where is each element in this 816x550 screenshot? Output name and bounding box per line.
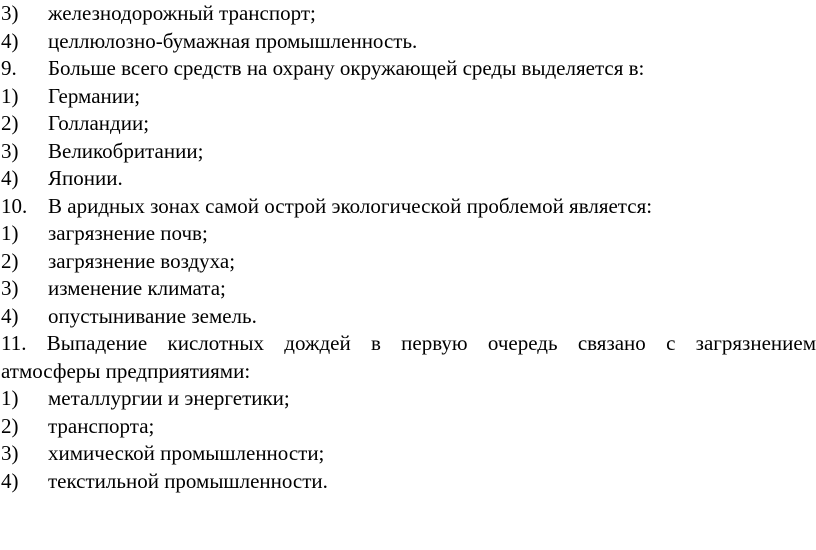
list-item bbox=[0, 275, 816, 303]
list-item bbox=[0, 165, 816, 193]
question-text: В аридных зонах самой острой экологической проблемой является: bbox=[48, 193, 653, 218]
question-number: 11. bbox=[1, 331, 27, 355]
question-text-continuation: атмосферы предприятиями: bbox=[1, 358, 251, 383]
item-text: Голландии; bbox=[48, 111, 150, 135]
list-item bbox=[0, 220, 816, 248]
item-number: 3) bbox=[1, 1, 19, 25]
list-item bbox=[0, 303, 816, 331]
item-text: загрязнение воздуха; bbox=[48, 248, 236, 273]
question-11-continuation bbox=[0, 358, 816, 386]
question-9 bbox=[0, 55, 816, 83]
item-number: 4) bbox=[1, 303, 19, 328]
item-number: 3) bbox=[1, 138, 19, 163]
question-number: 10. bbox=[1, 193, 28, 218]
item-number: 3) bbox=[1, 276, 19, 300]
item-number: 2) bbox=[1, 413, 19, 438]
item-text: текстильной промышленности. bbox=[48, 468, 328, 493]
question-11 bbox=[0, 330, 816, 358]
item-text: Японии. bbox=[48, 166, 123, 190]
item-number: 2) bbox=[1, 111, 19, 135]
item-text: изменение климата; bbox=[48, 276, 226, 300]
item-number: 4) bbox=[1, 166, 19, 190]
question-text: Больше всего средств на охрану окружающей среды выделяется в: bbox=[48, 56, 645, 80]
item-text: транспорта; bbox=[48, 413, 155, 438]
list-item bbox=[0, 0, 816, 28]
list-item bbox=[0, 28, 816, 56]
item-number: 2) bbox=[1, 248, 19, 273]
item-text: металлургии и энергетики; bbox=[48, 386, 290, 410]
item-number: 4) bbox=[1, 468, 19, 493]
item-text: опустынивание земель. bbox=[48, 303, 257, 328]
item-text: целлюлозно-бумажная промышленность. bbox=[48, 28, 418, 53]
question-text: Выпадение кислотных дождей в первую очередь связано с загрязнением bbox=[46, 331, 816, 355]
list-item bbox=[0, 138, 816, 166]
item-number: 3) bbox=[1, 441, 19, 465]
item-text: химической промышленности; bbox=[48, 441, 325, 465]
list-item bbox=[0, 248, 816, 276]
list-item bbox=[0, 83, 816, 111]
list-item bbox=[0, 110, 816, 138]
item-number: 1) bbox=[1, 83, 19, 108]
item-text: загрязнение почв; bbox=[48, 221, 208, 245]
item-number: 1) bbox=[1, 221, 19, 245]
item-text: Германии; bbox=[48, 83, 141, 108]
question-number: 9. bbox=[1, 56, 17, 80]
item-number: 1) bbox=[1, 386, 19, 410]
question-10 bbox=[0, 193, 816, 221]
item-text: Великобритании; bbox=[48, 138, 204, 163]
item-number: 4) bbox=[1, 28, 19, 53]
list-item bbox=[0, 385, 816, 413]
item-text: железнодорожный транспорт; bbox=[48, 1, 316, 25]
list-item bbox=[0, 413, 816, 441]
question-text-justified bbox=[1, 330, 816, 358]
list-item bbox=[0, 440, 816, 468]
list-item bbox=[0, 468, 816, 496]
